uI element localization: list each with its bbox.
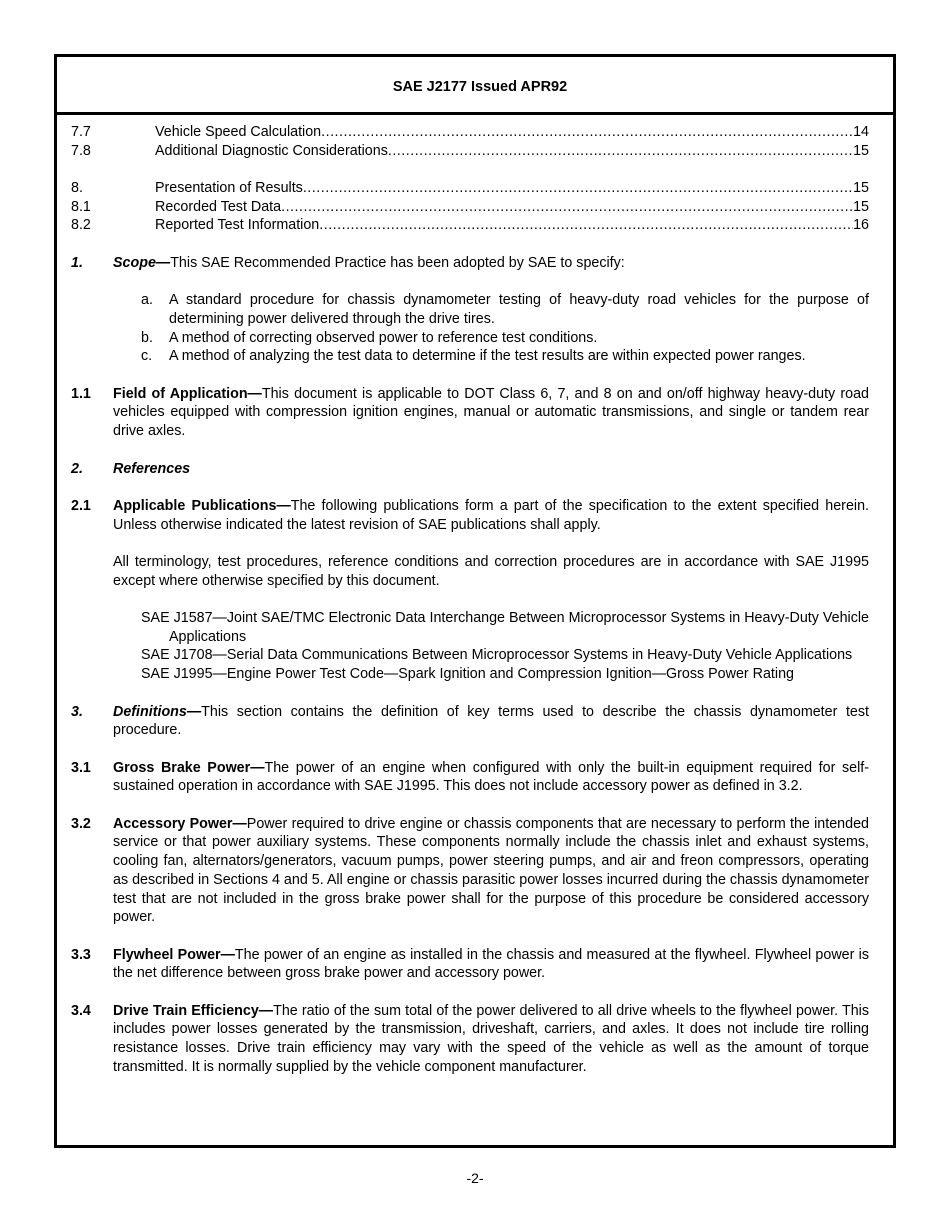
section-heading: Field of Application— — [113, 385, 262, 402]
reference-entry: SAE J1708—Serial Data Communications Between Microprocessor Systems in Heavy-Duty Vehicle Applications — [141, 647, 853, 664]
document-header — [57, 57, 893, 115]
list-marker: a. — [141, 292, 153, 309]
document-title: SAE J2177 Issued APR92 — [392, 79, 568, 96]
toc-title: Reported Test Information — [155, 217, 320, 234]
toc-entry — [71, 179, 869, 198]
section-scope — [71, 254, 869, 273]
section-heading: Gross Brake Power— — [113, 759, 265, 776]
list-text: A method of correcting observed power to reference test conditions. — [169, 329, 598, 346]
scope-list — [141, 291, 869, 366]
toc-number: 7.8 — [71, 142, 91, 159]
section-number: 2. — [71, 460, 83, 477]
toc-page-number: 15 — [853, 142, 869, 159]
section-text: This SAE Recommended Practice has been adopted by SAE to specify: — [170, 254, 625, 271]
section-text: This document is applicable to DOT Class 6, 7, and 8 on and on/off highway heavy-duty road vehicles equipped with compression ignition engines, manual or automatic transmissions, and single or tandem rear drive axles. — [113, 385, 870, 440]
section-heading: Accessory Power— — [113, 815, 247, 832]
list-marker: b. — [141, 329, 153, 346]
section-accessory-power — [71, 815, 869, 927]
section-definitions — [71, 703, 869, 740]
page-content — [71, 123, 869, 1077]
page-number: -2- — [466, 1170, 484, 1186]
section-heading: Flywheel Power— — [113, 946, 235, 963]
paragraph: All terminology, test procedures, reference conditions and correction procedures are in accordance with SAE J1995 except where otherwise specified by this document. — [113, 553, 869, 589]
toc-title: Presentation of Results — [155, 180, 303, 197]
reference-entry: SAE J1587—Joint SAE/TMC Electronic Data Interchange Between Microprocessor Systems in Heavy-Duty Vehicle Applications — [141, 610, 869, 645]
section-heading: Applicable Publications— — [113, 497, 291, 514]
section-text: The following publications form a part of the specification to the extent specified herein. Unless otherwise indicated the latest revision of SAE publications shall apply. — [113, 497, 869, 533]
page-frame — [54, 54, 896, 1148]
section-number: 3. — [71, 703, 83, 720]
toc-number: 8.2 — [71, 217, 91, 234]
section-heading: Definitions— — [113, 703, 202, 720]
section-gross-brake-power — [71, 759, 869, 796]
section-number: 1.1 — [71, 385, 91, 402]
toc-title: Recorded Test Data — [155, 198, 282, 215]
toc-leader — [281, 198, 853, 217]
section-text: The ratio of the sum total of the power delivered to all drive wheels to the flywheel power. This includes power losses generated by the transmission, driveshaft, carriers, and axles. It does not include tire rolling resistance losses. Drive train efficiency may vary with the speed of the vehicle as well as the amount of torque transmitted. It is normally supplied by the vehicle component manufacturer. — [113, 1002, 870, 1075]
toc-page-number: 14 — [853, 124, 869, 140]
reference-entry: SAE J1995—Engine Power Test Code—Spark Ignition and Compression Ignition—Gross Power Rating — [141, 666, 794, 683]
list-item — [141, 347, 869, 366]
section-number: 3.1 — [71, 759, 91, 776]
toc-leader — [388, 142, 853, 161]
section-number: 3.2 — [71, 815, 91, 832]
section-text: The power of an engine when configured with only the built-in equipment required for self-sustained operation in accordance with SAE J1995. This does not include accessory power as defined in 3.2. — [113, 759, 869, 795]
toc-page-number: 15 — [853, 198, 869, 215]
list-text: A standard procedure for chassis dynamometer testing of heavy-duty road vehicles for the purpose of determining power delivered through the drive tires. — [169, 292, 869, 327]
list-item — [141, 291, 869, 328]
toc-leader — [321, 123, 853, 142]
toc-title: Vehicle Speed Calculation — [155, 124, 322, 140]
toc-page-number: 15 — [853, 180, 869, 197]
toc-entry — [71, 123, 869, 142]
toc-page-number: 16 — [853, 217, 869, 234]
toc-number: 8. — [71, 180, 83, 197]
toc-leader — [319, 216, 853, 235]
section-applicable-publications — [71, 497, 869, 534]
section-number: 1. — [71, 254, 83, 271]
list-marker: c. — [141, 348, 153, 365]
section-text: Power required to drive engine or chassis components that are necessary to perform the intended service or that power auxiliary systems. These components normally include the chassis inlet and exhaust systems, cooling fan, alternators/generators, vacuum pumps, power steering pumps, and air and freon compressors, operating as described in Sections 4 and 5. All engine or chassis parasitic power losses incurred during the chassis dynamometer test that are not included in the gross brake power shall for the purpose of this procedure be considered accessory power. — [113, 815, 869, 926]
section-number: 2.1 — [71, 497, 91, 514]
toc-leader — [303, 179, 853, 198]
section-flywheel-power — [71, 946, 869, 983]
section-heading: Scope— — [113, 254, 171, 271]
section-number: 3.4 — [71, 1002, 91, 1019]
section-heading: Drive Train Efficiency— — [113, 1002, 274, 1019]
toc-number: 8.1 — [71, 198, 91, 215]
section-drive-train-efficiency — [71, 1002, 869, 1077]
toc-entry — [71, 216, 869, 235]
section-heading: References — [113, 460, 191, 477]
section-field-of-application — [71, 385, 869, 441]
section-text: This section contains the definition of key terms used to describe the chassis dynamometer test procedure. — [113, 703, 869, 739]
section-references — [71, 460, 869, 479]
toc-entry — [71, 198, 869, 217]
list-text: A method of analyzing the test data to determine if the test results are within expected power ranges. — [169, 348, 806, 365]
toc-number: 7.7 — [71, 124, 91, 140]
section-number: 3.3 — [71, 946, 91, 963]
toc-title: Additional Diagnostic Considerations — [155, 142, 388, 159]
toc-entry — [71, 142, 869, 161]
section-text: The power of an engine as installed in the chassis and measured at the flywheel. Flywheel power is the net difference between gross brake power and accessory power. — [113, 946, 869, 982]
list-item — [141, 329, 869, 348]
